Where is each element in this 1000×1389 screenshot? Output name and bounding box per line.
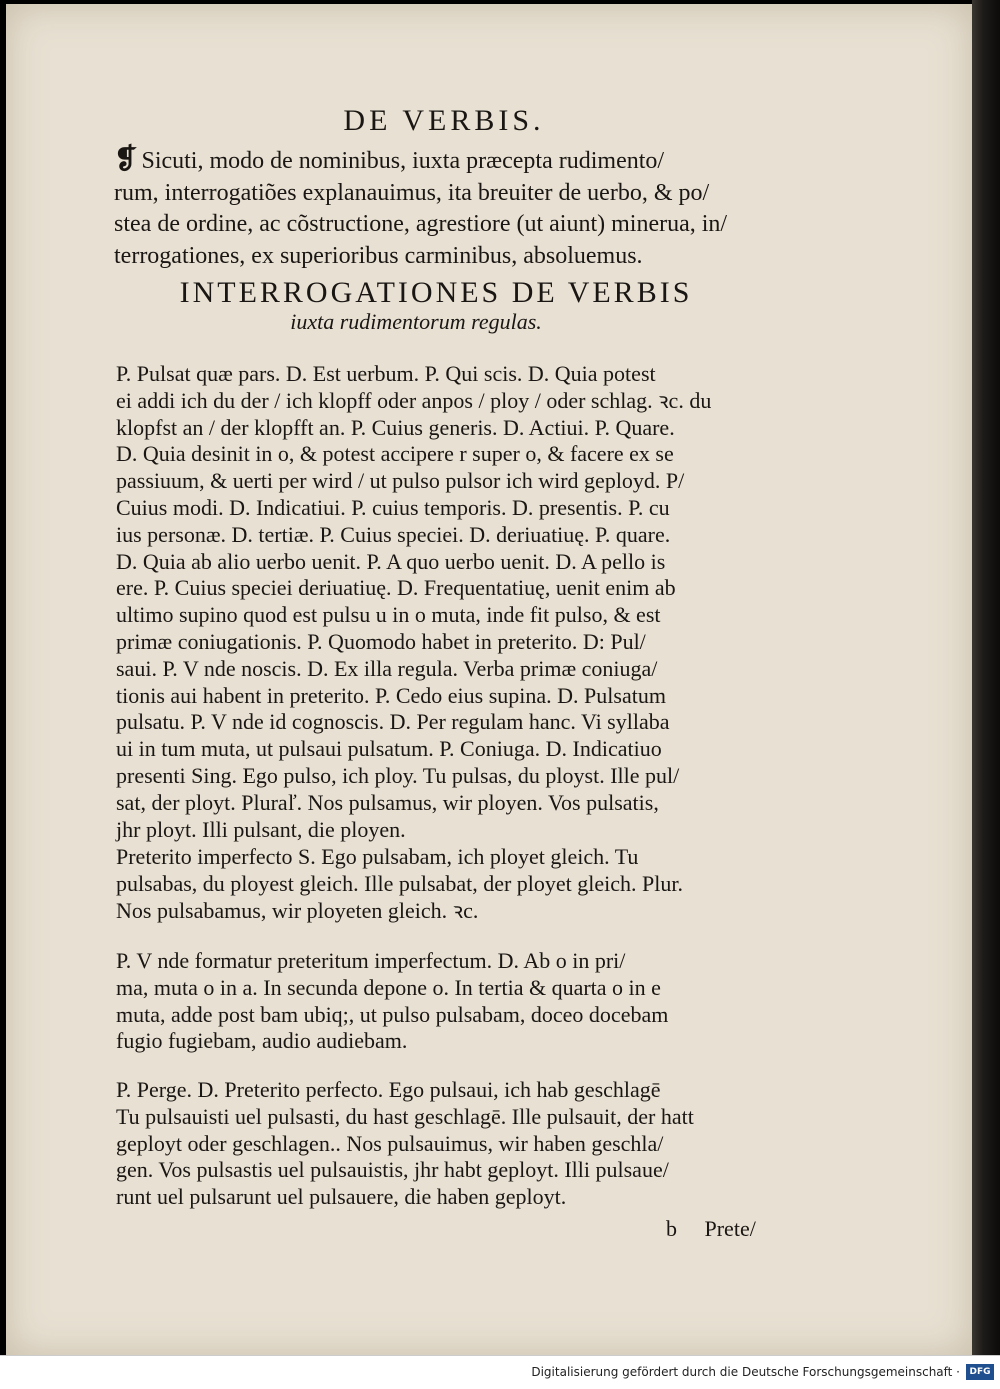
- intro-line: stea de ordine, ac cõstructione, agrestiore (ut aiunt) minerua, in/: [114, 211, 728, 237]
- intro-paragraph: [114, 144, 764, 272]
- text-line: runt uel pulsarunt uel pulsauere, die haben geployt.: [116, 1184, 567, 1210]
- text-line: D. Quia ab alio uerbo uenit. P. A quo uerbo uenit. D. A pello is: [116, 548, 666, 574]
- text-line: ere. P. Cuius speciei deriuatiuę. D. Frequentatiuę, uenit enim ab: [116, 575, 676, 601]
- dfg-logo: DFG: [966, 1364, 994, 1380]
- text-line: jhr ployt. Illi pulsant, die ployen.: [116, 816, 406, 842]
- text-line: pulsabas, du ployest gleich. Ille pulsabat, der ployet gleich. Plur.: [116, 870, 683, 896]
- text-line: ei addi ich du der / ich klopff oder anpos / ploy / oder schlag. ꝛc. du: [116, 387, 712, 413]
- text-line: P. Pulsat quæ pars. D. Est uerbum. P. Qui scis. D. Quia potest: [116, 361, 656, 386]
- text-line: fugio fugiebam, audio audiebam.: [116, 1028, 408, 1054]
- footer-bar: [0, 1355, 1000, 1389]
- text-line: ui in tum muta, ut pulsaui pulsatum. P. Coniuga. D. Indicatiuo: [116, 736, 662, 762]
- catchword-text: Prete/: [704, 1216, 756, 1241]
- text-line: sat, der ployt. Pluraľ. Nos pulsamus, wir ployen. Vos pulsatis,: [116, 789, 659, 815]
- section-title: INTERROGATIONES DE VERBIS: [179, 276, 693, 309]
- text-line: passiuum, & uerti per wird / ut pulso pulsor ich wird geployd. P/: [116, 468, 685, 494]
- running-head: DE VERBIS.: [343, 104, 545, 137]
- text-line: muta, adde post bam ubiq;, ut pulso pulsabam, doceo docebam: [116, 1001, 669, 1027]
- text-line: primæ coniugationis. P. Quomodo habet in preterito. D: Pul/: [116, 628, 646, 654]
- paragraph-perfect: [116, 1077, 776, 1211]
- catchword: [666, 1216, 756, 1242]
- text-line: Nos pulsabamus, wir ployeten gleich. ꝛc.: [116, 897, 479, 923]
- text-line: P. V nde formatur preteritum imperfectum. D. Ab o in pri/: [116, 948, 626, 973]
- text-line: Preterito imperfecto S. Ego pulsabam, ich ployet gleich. Tu: [116, 844, 639, 869]
- book-edge: [972, 0, 1000, 1360]
- text-line: Tu pulsauisti uel pulsasti, du hast geschlagē. Ille pulsauit, der hatt: [116, 1103, 694, 1129]
- section-subtitle: iuxta rudimentorum regulas.: [290, 309, 542, 334]
- paragraph-present: [116, 361, 776, 843]
- text-line: ius personæ. D. tertiæ. P. Cuius speciei. D. deriuatiuę. P. quare.: [116, 521, 671, 547]
- intro-line: terrogationes, ex superioribus carminibus, absoluemus.: [114, 242, 643, 269]
- paragraph-imperfect: [116, 844, 776, 924]
- signature-mark: b: [666, 1216, 677, 1241]
- book-page: [6, 4, 972, 1356]
- text-line: geployt oder geschlagen.. Nos pulsauimus, wir haben geschla/: [116, 1130, 664, 1156]
- footer-credit: Digitalisierung gefördert durch die Deutsche Forschungsgemeinschaft ·: [531, 1365, 960, 1379]
- text-line: ma, muta o in a. In secunda depone o. In tertia & quarta o in e: [116, 974, 661, 1000]
- text-line: gen. Vos pulsastis uel pulsauistis, jhr habt geployt. Illi pulsaue/: [116, 1157, 669, 1183]
- text-line: ultimo supino quod est pulsu u in o muta, inde fit pulso, & est: [116, 602, 661, 628]
- text-line: klopfst an / der klopfft an. P. Cuius generis. D. Actiui. P. Quare.: [116, 414, 675, 440]
- paragraph-formation: [116, 948, 776, 1055]
- text-line: D. Quia desinit in o, & potest accipere r super o, & facere ex se: [116, 441, 674, 467]
- intro-line: ❡ Sicuti, modo de nominibus, iuxta præcepta rudimento/: [114, 144, 665, 175]
- pilcrow-mark: ❡: [114, 144, 138, 175]
- text-line: pulsatu. P. V nde id cognoscis. D. Per regulam hanc. Vi syllaba: [116, 709, 670, 735]
- text-line: Cuius modi. D. Indicatiui. P. cuius temporis. D. presentis. P. cu: [116, 494, 670, 520]
- intro-line: rum, interrogatiões explanauimus, ita breuiter de uerbo, & po/: [114, 179, 710, 206]
- text-line: presenti Sing. Ego pulso, ich ploy. Tu pulsas, du ployst. Ille pul/: [116, 762, 680, 788]
- text-line: saui. P. V nde noscis. D. Ex illa regula. Verba primæ coniuga/: [116, 655, 658, 681]
- text-line: P. Perge. D. Preterito perfecto. Ego pulsaui, ich hab geschlagē: [116, 1077, 661, 1102]
- page-content: [6, 4, 972, 1356]
- text-line: tionis aui habent in preterito. P. Cedo eius supina. D. Pulsatum: [116, 682, 666, 708]
